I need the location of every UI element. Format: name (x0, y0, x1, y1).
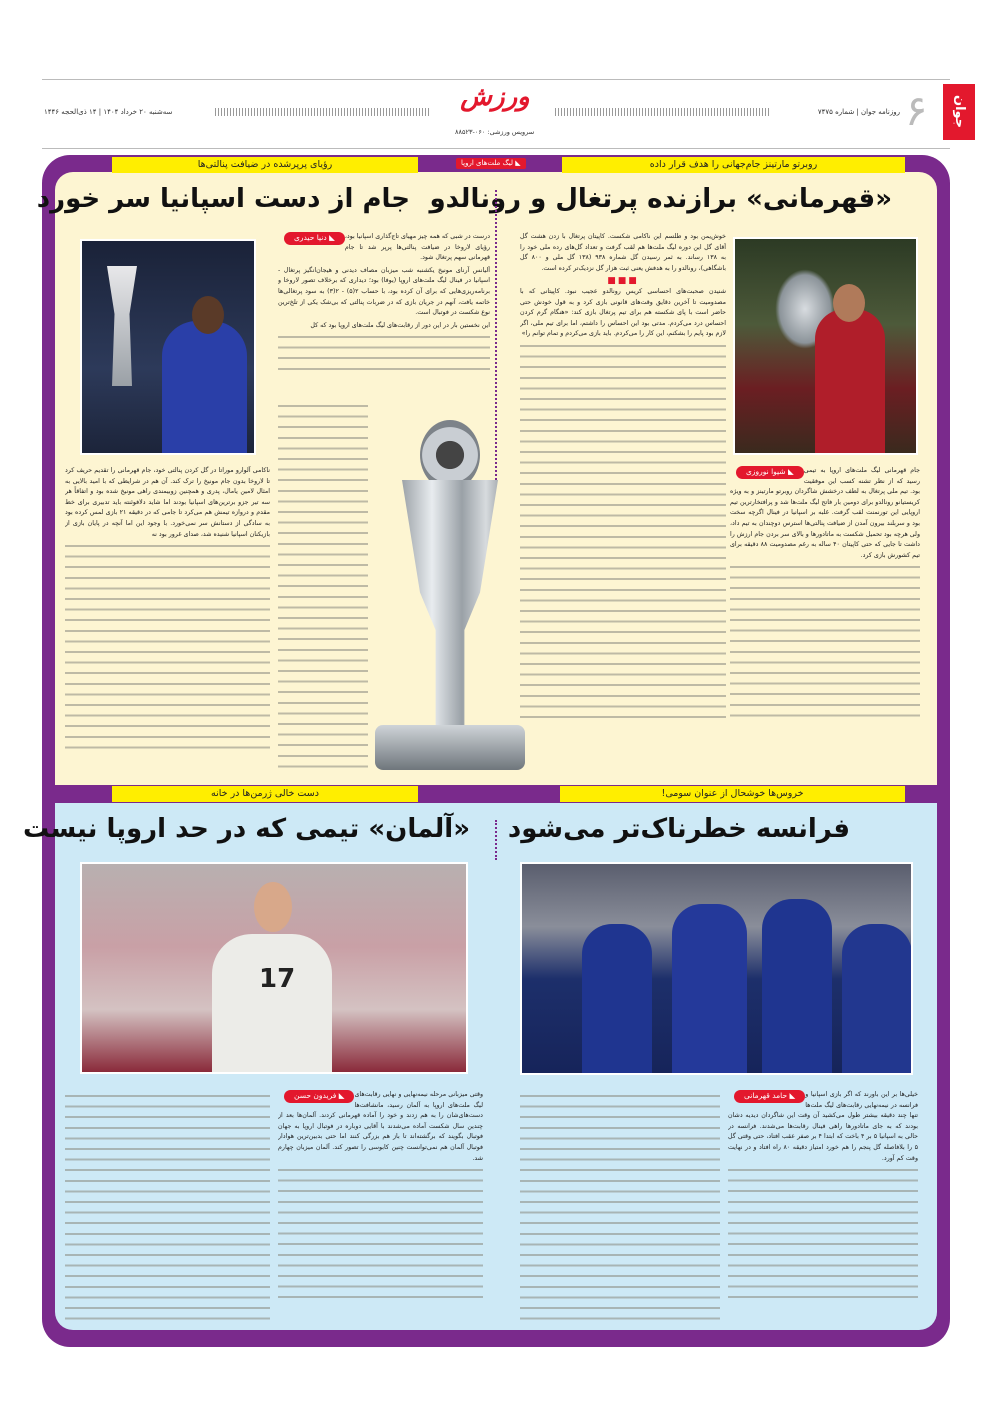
text-lines (730, 563, 920, 723)
trophy-base (375, 725, 525, 770)
trophy-body (390, 480, 510, 730)
paragraph: شنیدن صحبت‌های احساسی کریس رونالدو عجیب نبود. کاپیتانی که با مصدومیت تا آخرین دقایق وقت‌های قانونی بازی کرد و به قول خودش حتی حاضر است با پای شکسته هم برای تیم پرتغال بازی کند: «هنگام گرم کردن احساس درد می‌کردم. مدتی بود این احساس را داشتم، اما برای تیم ملی، اگر لازم بود پایم را بشکنم، این کار را می‌کردم. باید بازی می‌کردم و تمام توانم را» (520, 287, 726, 338)
author-name: حامد قهرمانی (744, 1091, 788, 1100)
player-shape (162, 321, 247, 455)
article-germany-column-1 (278, 1090, 483, 1322)
page-number: ۶ (905, 86, 928, 135)
player-shape (842, 924, 912, 1075)
text-lines (65, 542, 270, 752)
separator-squares: ■■■ (607, 276, 639, 287)
author-badge: ◣ حامد قهرمانی (734, 1090, 805, 1103)
column-divider (495, 820, 497, 860)
header-pattern (215, 108, 430, 116)
player-head (254, 882, 292, 932)
photo-ronaldo-trophy (733, 237, 918, 455)
paragraph: وقتی میزبانی مرحله نیمه‌نهایی و نهایی رقابت‌های لیگ ملت‌های اروپا به آلمان رسید، مانشافت‌ها دست‌های‌شان را به هم زدند و خود را آماده قهرمانی کردند. آلمان‌ها بعد از چندین سال شکست آماده می‌شدند با آقایی دوباره در فوتبال اروپا به جهان فوتبال بگویند که برگشته‌اند تا باز هم بزرگی کنند اما حتی بدبین‌ترین هوادار فوتبال آلمان هم نمی‌توانست چنین کابوسی را تصور کند. آلمان میزبان چهارم شد. (278, 1091, 483, 1162)
issue-date: سه‌شنبه ۲۰ خرداد ۱۴۰۴ | ۱۴ ذی‌الحجه ۱۴۴۶ (44, 108, 175, 116)
headline-germany: «آلمان» تیمی که در حد اروپا نیست (23, 814, 470, 844)
headline-spain: جام از دست اسپانیا سر خورد (36, 184, 410, 214)
section-phone: سرویس ورزشی: ۰۶۰-۸۸۵۲۳ (455, 128, 535, 136)
category-label: لیگ ملت‌های اروپا (461, 159, 513, 167)
author-name: دنیا حیدری (294, 233, 327, 242)
player-shape (815, 309, 885, 455)
paragraph: درست در شبی که همه چیز مهیای تاج‌گذاری اسپانیا بود، رؤیای لاروخا در ضیافت پنالتی‌ها پرپر شد تا جام قهرمانی سهم پرتغال شود. (344, 233, 490, 262)
header-bottom-rule (42, 148, 950, 149)
paragraph: آلیانس آرنای مونیخ یکشنبه شب میزبان مصاف دیدنی و هیجان‌انگیز پرتغال - اسپانیا در فینال لیگ ملت‌های اروپا (یوفا) بود؛ دیداری که برخلاف تصور لاروخا و برنامه‌ریزی‌هایی که برای آن کرده بود، با حساب ۲(۵) - ۲(۳) به سود پرتغالی‌ها خاتمه یافت، آنهم در جریان بازی که در ضربات پنالتی که بی‌شک یکی از تلخ‌ترین نوع شکست در فوتبال است. (278, 266, 490, 317)
paper-info: روزنامه جوان | شماره ۷۴۷۵ (815, 108, 900, 116)
article-spain-column-1 (278, 232, 490, 400)
article-spain-column-2 (65, 466, 270, 766)
header-pattern (555, 108, 770, 116)
author-name: فریدون حسن (294, 1091, 337, 1100)
player-head (192, 296, 224, 334)
article-germany-column-2 (65, 1090, 270, 1322)
player-head (833, 284, 865, 322)
text-lines (520, 342, 726, 722)
paragraph: جام قهرمانی لیگ ملت‌های اروپا به تیمی رسید که از نظر تشنه کسب این موفقیت بود. تیم ملی پرتغال به لطف درخشش شاگردان روبرتو مارتینز و به ویژه کریستیانو رونالدو برای دومین بار فاتح لیگ ملت‌ها شد و پرافتخارترین تیم اروپایی این تورنمنت لقب گرفت. غلبه بر اسپانیا در فینال اگرچه سخت بود و سربلند بیرون آمدن از ضیافت پنالتی‌ها استرس دوچندان به تیم داد، ولی هرچه بود تحمیل شکست به ماتادورها و بالای سر بردن جام ارزش را داشت تا جایی که حتی کاپیتان ۴۰ ساله به رغم مصدومیت ۸۸ دقیقه برای تیم کشورش بازی کرد. (730, 467, 920, 559)
jersey-number: 17 (259, 964, 296, 994)
kicker-germany: دست خالی ژرمن‌ها در خانه (112, 786, 418, 802)
headline-france: فرانسه خطرناک‌تر می‌شود (507, 814, 850, 844)
text-lines (65, 1092, 270, 1322)
section-logo: ورزش (460, 82, 530, 112)
text-lines (278, 402, 368, 770)
article-france-column-2 (520, 1090, 720, 1322)
kicker-portugal: روبرتو مارتینز جام‌جهانی را هدف قرار داده (562, 157, 905, 173)
photo-france-celebration (520, 862, 913, 1075)
text-lines (278, 333, 490, 373)
article-portugal-column-1 (730, 466, 920, 766)
author-name: شیوا نوروزی (746, 467, 786, 476)
author-badge: ◣ شیوا نوروزی (736, 466, 804, 479)
photo-germany-player (80, 862, 468, 1074)
paragraph: خوش‌یمن بود و طلسم این ناکامی شکست. کاپیتان پرتغال با زدن هشت گل آقای گل این دوره لیگ ملت‌ها هم لقب گرفت و تعداد گل‌های رده ملی خود را به ۱۳۸ رساند. به ثمر رسیدن گل شماره ۹۳۸ (۱۳۸ گل ملی و ۸۰۰ گل باشگاهی)، رونالدو را به هدفش یعنی ثبت هزار گل نزدیک‌تر کرده است. (520, 233, 726, 272)
player-shape (672, 904, 747, 1075)
article-portugal-column-2 (520, 232, 726, 777)
photo-spain-player (80, 239, 256, 455)
player-shape (212, 934, 332, 1074)
paragraph: این نخستین بار در این دور از رقابت‌های لیگ ملت‌های اروپا بود که کل (310, 321, 490, 329)
paragraph: خیلی‌ها بر این باورند که اگر بازی اسپانیا و فرانسه در نیمه‌نهایی رقابت‌های لیگ ملت‌ها تنها چند دقیقه بیشتر طول می‌کشید آن وقت این شاگردان دیدیه دشان بودند که به جای ماتادورها راهی فینال رقابت‌ها می‌شدند. فرانسه در حالی به اسپانیا ۵ بر ۴ باخت که ابتدا ۴ بر صفر عقب افتاد، حتی وقتی گل ۵ را بلافاصله گل پنجم را هم خورد امتیاز دقیقه ۸۰ راه افتاد و در نهایت وقت کم آورد. (728, 1091, 918, 1162)
author-badge: ◣ دنیا حیدری (284, 232, 345, 245)
headline-portugal: «قهرمانی» برازنده پرتغال و رونالدو (429, 184, 892, 214)
player-shape (582, 924, 652, 1075)
kicker-france: خروس‌ها خوشحال از عنوان سومی! (560, 786, 905, 802)
text-lines (278, 1166, 483, 1306)
trophy-emblem (420, 420, 480, 490)
trophy-shape (97, 266, 147, 386)
author-badge: ◣ فریدون حسن (284, 1090, 354, 1103)
article-france-column-1 (728, 1090, 918, 1322)
kicker-spain: رؤیای پرپرشده در ضیافت پنالتی‌ها (112, 157, 418, 173)
category-tag: ◣ لیگ ملت‌های اروپا (456, 158, 526, 169)
article-spain-column-1-wrap (278, 400, 368, 770)
header-top-rule (42, 79, 950, 80)
text-lines (728, 1166, 918, 1306)
paragraph: ناکامی آلوارو موراتا در گل کردن پنالتی خود، جام قهرمانی را تقدیم حریف کرد تا لاروخا بدون جام مونیخ را ترک کند. آن هم در شرایطی که با امید بالایی به امثال لامین یامال، پدری و همچنین زوبیمندی راهی مونیخ شده بود و اتفاقاً هر سه تیر جزو برترین‌های اسپانیا بودند اما شاید دلافوئنته باید تدبیری برای خط مقدم و دروازه تیمش هم می‌کرد تا جامی که در دقیقه ۲۱ بازی لمس کرده بود به سادگی از دستانش سر نمی‌خورد. با وجود این اما آنچه در پایان بازی از بازیکنان اسپانیا شنیده شد، صدای غرور بود نه (65, 467, 270, 538)
newspaper-logo: جوان (943, 84, 975, 140)
text-lines (520, 1092, 720, 1322)
player-shape (762, 899, 832, 1075)
